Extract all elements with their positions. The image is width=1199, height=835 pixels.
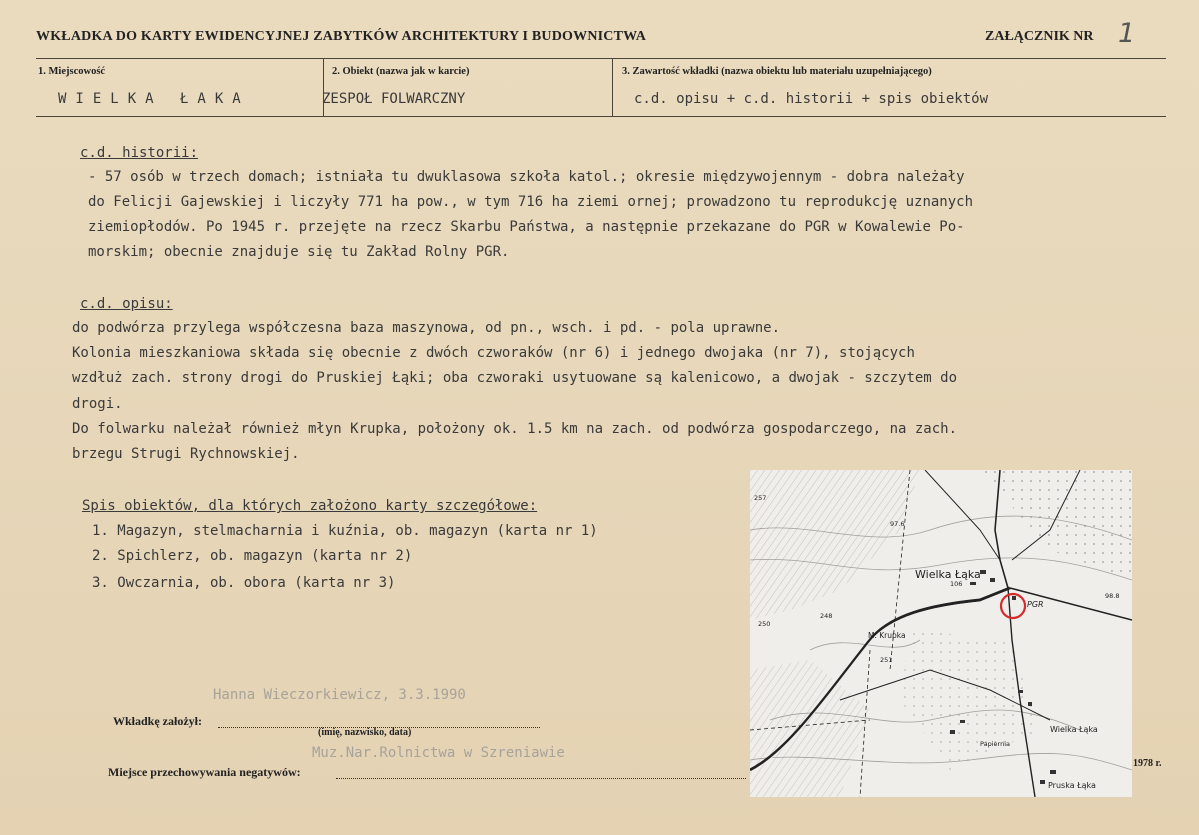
objects-heading: Spis obiektów, dla których założono karty szczegółowe: [82,498,538,514]
history-heading: c.d. historii: [80,145,199,161]
map-label-village: Wielka Łąka [915,568,981,581]
map-label-papiernia: Papiernia [980,740,1011,748]
history-line: ziemiopłodów. Po 1945 r. przejęte na rzecz Skarbu Państwa, a następnie przekazane do PGR w Kowalewie Po- [88,219,965,235]
field-locality-value: WIELKA ŁAKA [58,91,250,107]
field-contents-value: c.d. opisu + c.d. historii + spis obiektów [634,91,989,107]
objects-list-item: 2. Spichlerz, ob. magazyn (karta nr 2) [92,548,413,564]
field-divider-2 [612,58,613,116]
author-hint: (imię, nazwisko, data) [318,727,412,738]
description-line: Kolonia mieszkaniowa składa się obecnie z dwóch czworaków (nr 6) i jednego dwojaka (nr 7), stojących [72,345,915,361]
objects-list-item: 1. Magazyn, stelmacharnia i kuźnia, ob. magazyn (karta nr 1) [92,523,598,539]
field-locality-label: 1. Miejscowość [38,66,106,77]
map-year: 1978 r. [1133,758,1162,769]
annex-label: ZAŁĄCZNIK NR [985,29,1094,44]
map-height: 251 [880,656,893,664]
map-excerpt [750,470,1132,797]
map-height: 106 [950,580,963,588]
map-height: 97.6 [890,520,905,528]
storage-label: Miejsce przechowywania negatywów: [108,765,301,779]
storage-value: Muz.Nar.Rolnictwa w Szreniawie [312,745,565,761]
field-contents-label: 3. Zawartość wkładki (nazwa obiektu lub materiału uzupełniającego) [622,66,932,77]
description-line: brzegu Strugi Rychnowskiej. [72,446,300,462]
field-object-value: ZESPOŁ FOLWARCZNY [322,91,466,107]
field-divider-1 [323,58,324,116]
field-object-label: 2. Obiekt (nazwa jak w karcie) [332,66,470,77]
map-height: 98.8 [1105,592,1120,600]
history-line: do Felicji Gajewskiej i liczyły 771 ha pow., w tym 716 ha ziemi ornej; prowadzono tu reprodukcję uznanych [88,194,974,210]
description-line: Do folwarku należał również młyn Krupka, położony ok. 1.5 km na zach. od podwórza gospodarczego, na zach. [72,421,958,437]
topographic-map [750,470,1132,797]
description-line: wzdłuż zach. strony drogi do Pruskiej Łąki; oba czworaki usytuowane są kalenicowo, a dwojak - szczytem do [72,370,958,386]
author-label: Wkładkę założył: [113,714,202,728]
map-height: 257 [754,494,767,502]
objects-list-item: 3. Owczarnia, ob. obora (karta nr 3) [92,575,396,591]
history-line: morskim; obecnie znajduje się tu Zakład Rolny PGR. [88,244,510,260]
map-label-south: Wielka Łąka [1050,725,1098,734]
map-label-pruska: Pruska Łąka [1048,781,1096,790]
map-label-pgr: PGR [1027,600,1044,609]
annex-number: 1 [1118,18,1136,49]
card-title: WKŁADKA DO KARTY EWIDENCYJNEJ ZABYTKÓW ARCHITEKTURY I BUDOWNICTWA [36,29,647,44]
author-value: Hanna Wieczorkiewicz, 3.3.1990 [213,687,466,703]
header-rule [36,58,1166,59]
map-label-mill: M. Krupka [868,631,906,640]
fields-rule [36,116,1166,117]
history-line: - 57 osób w trzech domach; istniała tu dwuklasowa szkoła katol.; okresie międzywojennym - dobra należały [88,169,965,185]
description-line: drogi. [72,396,123,412]
storage-dotted-line [336,778,746,779]
description-heading: c.d. opisu: [80,296,173,312]
map-height: 250 [758,620,771,628]
description-line: do podwórza przylega współczesna baza maszynowa, od pn., wsch. i pd. - pola uprawne. [72,320,781,336]
map-height: 248 [820,612,833,620]
